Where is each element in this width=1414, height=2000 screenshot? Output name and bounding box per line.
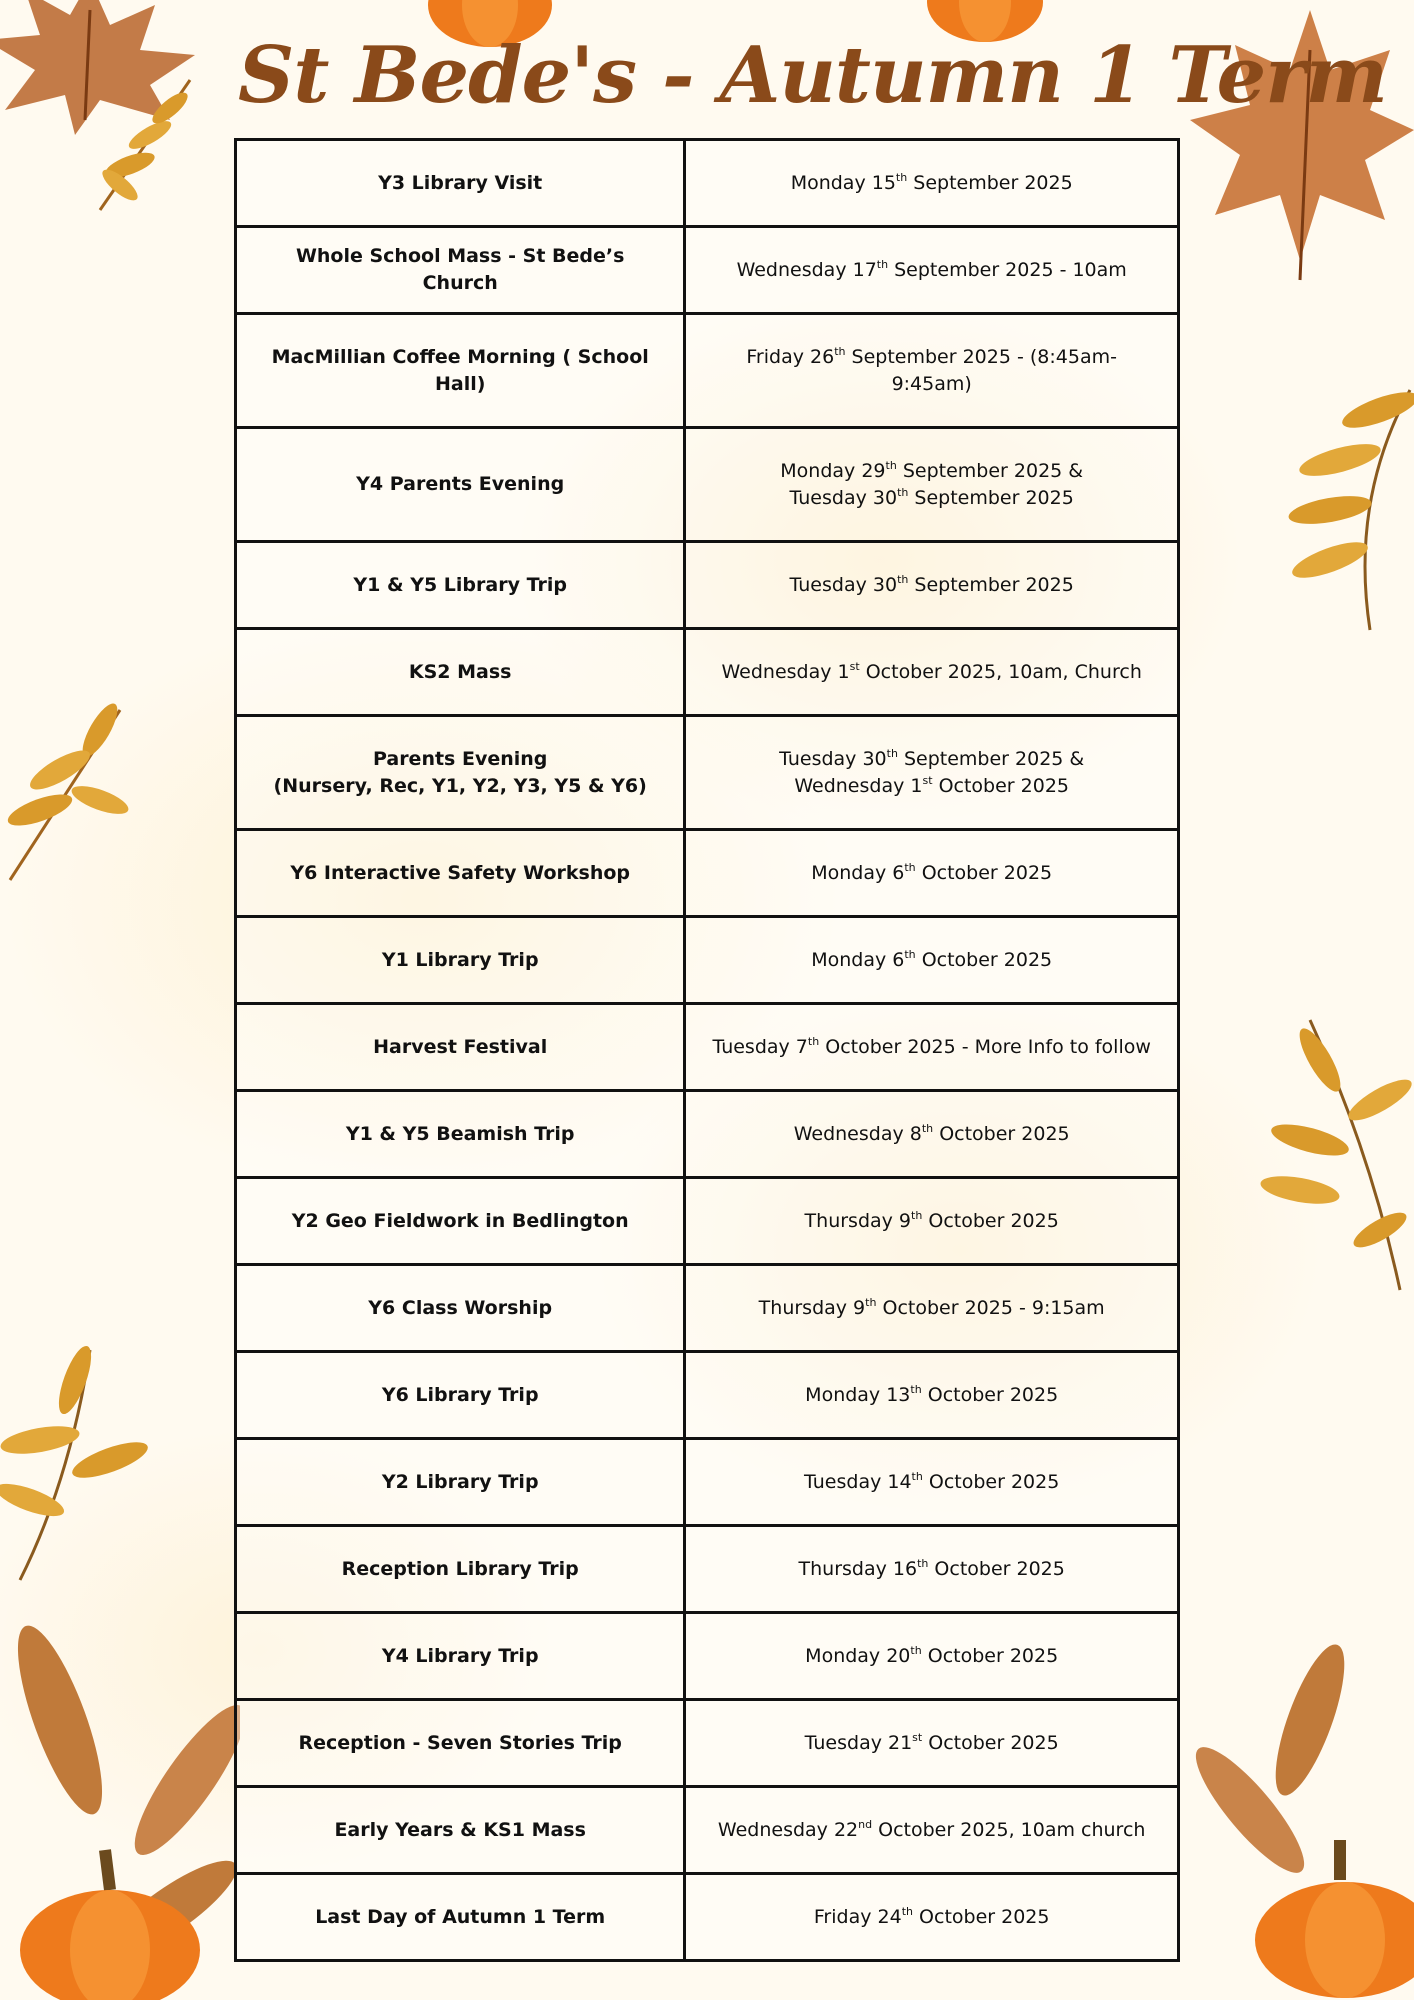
date-ordinal-suffix: th <box>911 1469 923 1483</box>
event-date-line <box>708 746 1155 773</box>
event-name-line: (Nursery, Rec, Y1, Y2, Y3, Y5 & Y6) <box>273 774 647 797</box>
date-ordinal-suffix: th <box>917 1556 929 1570</box>
event-date-line <box>708 1469 1155 1496</box>
date-text: Tuesday 30 <box>779 747 887 770</box>
date-text: Wednesday 17 <box>736 258 877 281</box>
date-ordinal-suffix: th <box>904 947 916 961</box>
events-table <box>234 138 1180 1962</box>
event-date <box>685 1874 1179 1961</box>
event-date <box>685 917 1179 1004</box>
table-row <box>236 1874 1179 1961</box>
event-date-line <box>708 458 1155 485</box>
date-text: Monday 6 <box>811 861 905 884</box>
date-ordinal-suffix: nd <box>858 1817 873 1831</box>
event-date-line <box>708 344 1155 398</box>
table-row <box>236 1526 1179 1613</box>
event-date <box>685 1613 1179 1700</box>
event-date <box>685 542 1179 629</box>
event-date <box>685 1004 1179 1091</box>
table-row <box>236 428 1179 542</box>
event-name: Y6 Library Trip <box>236 1352 685 1439</box>
date-ordinal-suffix: th <box>895 170 908 184</box>
event-name: Y1 & Y5 Library Trip <box>236 542 685 629</box>
date-ordinal-suffix: th <box>876 257 889 271</box>
event-date <box>685 1178 1179 1265</box>
date-ordinal-suffix: th <box>834 344 846 358</box>
event-date-line <box>708 1817 1155 1844</box>
date-text: Friday 24 <box>813 1905 902 1928</box>
table-row <box>236 1352 1179 1439</box>
event-date-line <box>708 572 1155 599</box>
table-row <box>236 1700 1179 1787</box>
table-row <box>236 629 1179 716</box>
table-row <box>236 314 1179 428</box>
event-date <box>685 314 1179 428</box>
events-table-body <box>236 140 1179 1961</box>
date-text: Tuesday 7 <box>712 1035 808 1058</box>
date-text: Wednesday 22 <box>717 1818 859 1841</box>
date-text: Monday 13 <box>805 1383 911 1406</box>
event-name: KS2 Mass <box>236 629 685 716</box>
date-text: October 2025 <box>921 1644 1059 1667</box>
pumpkin-bottom-right-icon <box>1190 1640 1414 2000</box>
date-text: Monday 29 <box>780 459 886 482</box>
event-date <box>685 428 1179 542</box>
event-date-line <box>708 1904 1155 1931</box>
event-date-line <box>708 1121 1155 1148</box>
event-name: Y6 Class Worship <box>236 1265 685 1352</box>
event-name: Whole School Mass - St Bede’s Church <box>236 227 685 314</box>
table-row <box>236 917 1179 1004</box>
event-date <box>685 716 1179 830</box>
date-text: Thursday 9 <box>758 1296 866 1319</box>
event-date-line <box>708 773 1155 800</box>
date-text: Thursday 9 <box>804 1209 912 1232</box>
event-date-line <box>708 947 1155 974</box>
date-text: Tuesday 30 <box>789 486 898 509</box>
event-date <box>685 629 1179 716</box>
date-text: October 2025 <box>915 861 1053 884</box>
date-text: October 2025, 10am, Church <box>859 660 1142 683</box>
table-row <box>236 1004 1179 1091</box>
event-date <box>685 830 1179 917</box>
date-text: September 2025 & <box>897 747 1085 770</box>
date-ordinal-suffix: th <box>910 1382 922 1396</box>
date-text: October 2025 <box>928 1557 1065 1580</box>
event-date <box>685 1439 1179 1526</box>
page-title: St Bede's - Autumn 1 Term <box>238 30 1387 121</box>
event-name: Last Day of Autumn 1 Term <box>236 1874 685 1961</box>
event-name: Harvest Festival <box>236 1004 685 1091</box>
event-name: Y3 Library Visit <box>236 140 685 227</box>
event-name: Y1 Library Trip <box>236 917 685 1004</box>
date-text: Tuesday 14 <box>804 1470 912 1493</box>
event-name: Reception Library Trip <box>236 1526 685 1613</box>
leaf-sprig-left-middle-icon <box>0 690 150 890</box>
event-date-line <box>708 257 1155 284</box>
event-name: Y2 Geo Fieldwork in Bedlington <box>236 1178 685 1265</box>
date-ordinal-suffix: st <box>922 773 933 787</box>
date-text: October 2025 <box>921 1383 1059 1406</box>
event-name <box>236 716 685 830</box>
date-text: October 2025 <box>922 1470 1060 1493</box>
date-text: Thursday 16 <box>798 1557 918 1580</box>
event-date <box>685 227 1179 314</box>
event-name: Y4 Library Trip <box>236 1613 685 1700</box>
date-ordinal-suffix: th <box>807 1034 820 1048</box>
date-text: Wednesday 1 <box>721 660 850 683</box>
event-date <box>685 1787 1179 1874</box>
date-ordinal-suffix: th <box>897 485 909 499</box>
event-date-line <box>708 170 1155 197</box>
event-name: Y4 Parents Evening <box>236 428 685 542</box>
date-text: September 2025 <box>907 171 1073 194</box>
table-row <box>236 1613 1179 1700</box>
date-text: Tuesday 30 <box>789 573 898 596</box>
date-text: October 2025 <box>933 1122 1070 1145</box>
date-ordinal-suffix: th <box>921 1121 934 1135</box>
leaf-sprig-left-lower-icon <box>0 1330 160 1590</box>
table-row <box>236 1178 1179 1265</box>
date-text: October 2025 - More Info to follow <box>819 1035 1151 1058</box>
event-name: Y1 & Y5 Beamish Trip <box>236 1091 685 1178</box>
date-text: October 2025 <box>932 774 1070 797</box>
date-text: October 2025 <box>915 948 1053 971</box>
event-date-line <box>708 1208 1155 1235</box>
date-ordinal-suffix: st <box>912 1730 923 1744</box>
date-text: Monday 6 <box>811 948 905 971</box>
leaf-sprig-right-upper-icon <box>1270 360 1414 640</box>
date-text: October 2025 <box>922 1209 1059 1232</box>
date-ordinal-suffix: th <box>904 860 916 874</box>
leaf-sprig-top-left-icon <box>90 70 210 220</box>
event-date <box>685 1352 1179 1439</box>
table-row <box>236 542 1179 629</box>
event-date-line <box>708 860 1155 887</box>
date-text: September 2025 - 10am <box>888 258 1127 281</box>
date-text: September 2025 - (8:45am-9:45am) <box>845 345 1117 395</box>
date-ordinal-suffix: st <box>849 659 860 673</box>
table-row <box>236 1439 1179 1526</box>
table-row <box>236 830 1179 917</box>
event-date <box>685 1091 1179 1178</box>
table-row <box>236 1265 1179 1352</box>
date-text: Wednesday 1 <box>794 774 923 797</box>
event-name: Y6 Interactive Safety Workshop <box>236 830 685 917</box>
date-text: Monday 15 <box>790 171 896 194</box>
event-date-line <box>708 1382 1155 1409</box>
date-ordinal-suffix: th <box>901 1904 913 1918</box>
event-date-line <box>708 485 1155 512</box>
event-name: Y2 Library Trip <box>236 1439 685 1526</box>
event-date-line <box>708 1556 1155 1583</box>
event-name-line: Parents Evening <box>372 747 548 770</box>
event-date-line <box>708 659 1155 686</box>
pumpkin-bottom-left-icon <box>0 1600 240 2000</box>
event-date-line <box>708 1643 1155 1670</box>
date-text: September 2025 & <box>896 459 1084 482</box>
table-row <box>236 1787 1179 1874</box>
date-text: Wednesday 8 <box>793 1122 922 1145</box>
event-date-line <box>708 1034 1155 1061</box>
date-text: Monday 20 <box>805 1644 911 1667</box>
event-date <box>685 1526 1179 1613</box>
table-row <box>236 227 1179 314</box>
date-ordinal-suffix: th <box>911 1208 923 1222</box>
date-ordinal-suffix: th <box>865 1295 877 1309</box>
event-date <box>685 1700 1179 1787</box>
date-ordinal-suffix: th <box>885 458 897 472</box>
date-text: October 2025 <box>913 1905 1050 1928</box>
date-ordinal-suffix: th <box>886 746 898 760</box>
date-text: October 2025 - 9:15am <box>876 1296 1105 1319</box>
event-date <box>685 1265 1179 1352</box>
date-text: September 2025 <box>908 486 1074 509</box>
date-text: September 2025 <box>908 573 1074 596</box>
date-text: Tuesday 21 <box>804 1731 913 1754</box>
date-text: October 2025 <box>922 1731 1059 1754</box>
date-ordinal-suffix: th <box>897 572 909 586</box>
table-row <box>236 716 1179 830</box>
event-name: Early Years & KS1 Mass <box>236 1787 685 1874</box>
event-date-line <box>708 1730 1155 1757</box>
event-name: Reception - Seven Stories Trip <box>236 1700 685 1787</box>
leaf-sprig-right-middle-icon <box>1250 1010 1414 1300</box>
date-text: October 2025, 10am church <box>872 1818 1146 1841</box>
event-name: MacMillian Coffee Morning ( School Hall) <box>236 314 685 428</box>
date-ordinal-suffix: th <box>910 1643 922 1657</box>
event-date <box>685 140 1179 227</box>
date-text: Friday 26 <box>746 345 835 368</box>
event-date-line <box>708 1295 1155 1322</box>
table-row <box>236 1091 1179 1178</box>
table-row <box>236 140 1179 227</box>
